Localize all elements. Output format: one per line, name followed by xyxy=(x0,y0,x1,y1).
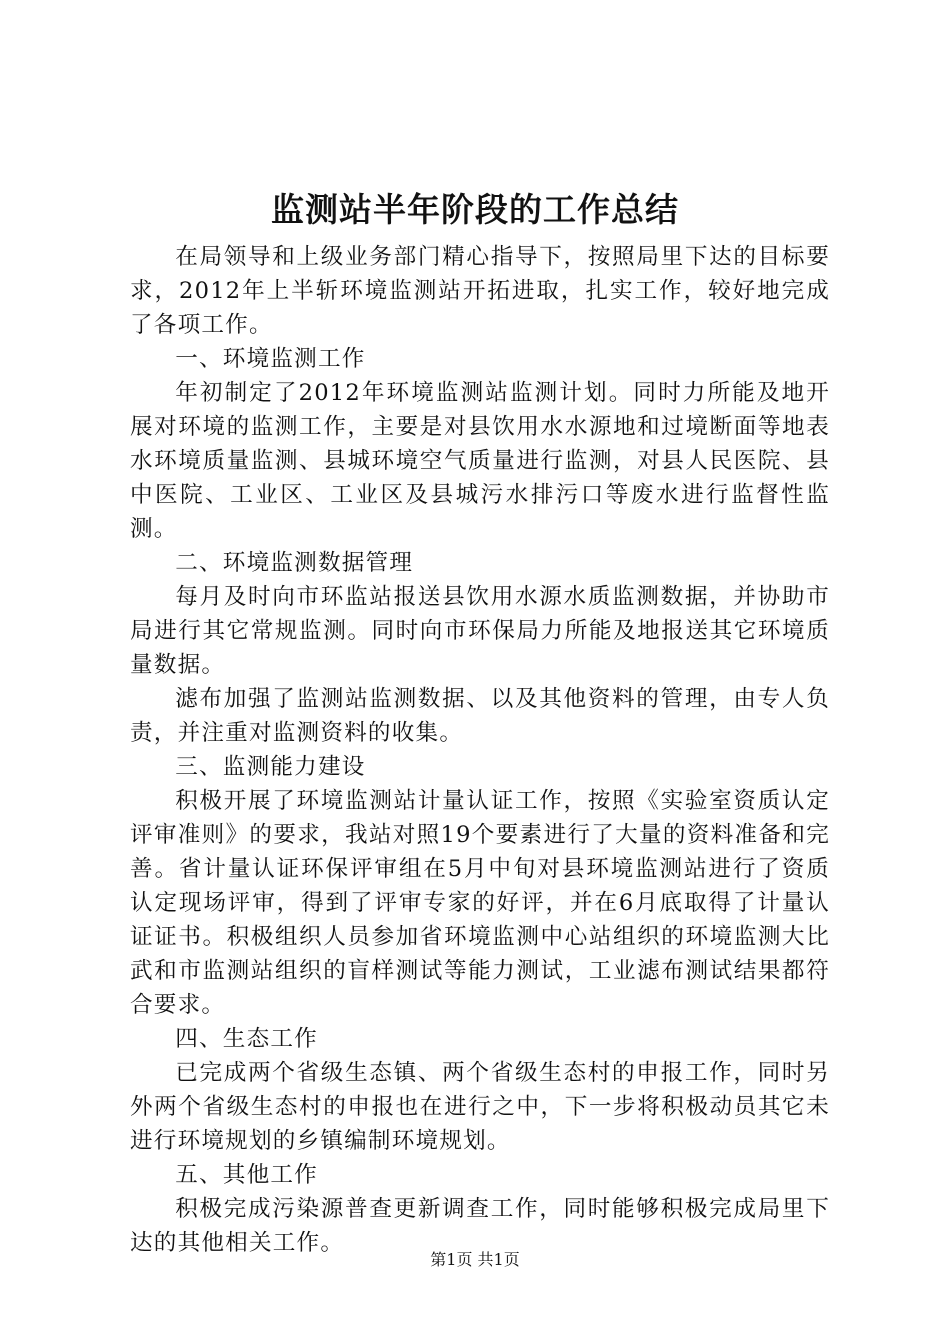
data-management-paragraph-1: 每月及时向市环监站报送县饮用水源水质监测数据，并协助市局进行其它常规监测。同时向市环保局力所能及地报送其它环境质量数据。 xyxy=(130,584,830,678)
page-footer: 第1页 共1页 xyxy=(430,1250,520,1269)
section-heading-monitoring: 一、环境监测工作 xyxy=(175,346,366,372)
other-paragraph: 积极完成污染源普查更新调查工作，同时能够积极完成局里下达的其他相关工作。 xyxy=(130,1196,830,1256)
ecology-paragraph: 已完成两个省级生态镇、两个省级生态村的申报工作，同时另外两个省级生态村的申报也在进行之中，下一步将积极动员其它未进行环境规划的乡镇编制环境规划。 xyxy=(130,1060,830,1154)
section-heading-capacity: 三、监测能力建设 xyxy=(175,754,366,780)
intro-paragraph: 在局领导和上级业务部门精心指导下，按照局里下达的目标要求，2012年上半斩环境监测站开拓进取，扎实工作，较好地完成了各项工作。 xyxy=(130,244,830,338)
document-title: 监测站半年阶段的工作总结 xyxy=(271,190,679,229)
section-heading-data-management: 二、环境监测数据管理 xyxy=(175,550,414,576)
monitoring-paragraph: 年初制定了2012年环境监测站监测计划。同时力所能及地开展对环境的监测工作，主要是对县饮用水水源地和过境断面等地表水环境质量监测、县城环境空气质量进行监测，对县人民医院、县中医院、工业区、工业区及县城污水排污口等废水进行监督性监测。 xyxy=(130,380,830,542)
document-body xyxy=(130,240,830,1260)
data-management-paragraph-2: 滤布加强了监测站监测数据、以及其他资料的管理，由专人负责，并注重对监测资料的收集。 xyxy=(130,686,830,746)
section-heading-ecology: 四、生态工作 xyxy=(175,1026,318,1052)
capacity-paragraph: 积极开展了环境监测站计量认证工作，按照《实验室资质认定评审准则》的要求，我站对照19个要素进行了大量的资料准备和完善。省计量认证环保评审组在5月中旬对县环境监测站进行了资质认定现场评审，得到了评审专家的好评，并在6月底取得了计量认证证书。积极组织人员参加省环境监测中心站组织的环境监测大比武和市监测站组织的盲样测试等能力测试，工业滤布测试结果都符合要求。 xyxy=(130,788,830,1018)
section-heading-other: 五、其他工作 xyxy=(175,1162,318,1188)
